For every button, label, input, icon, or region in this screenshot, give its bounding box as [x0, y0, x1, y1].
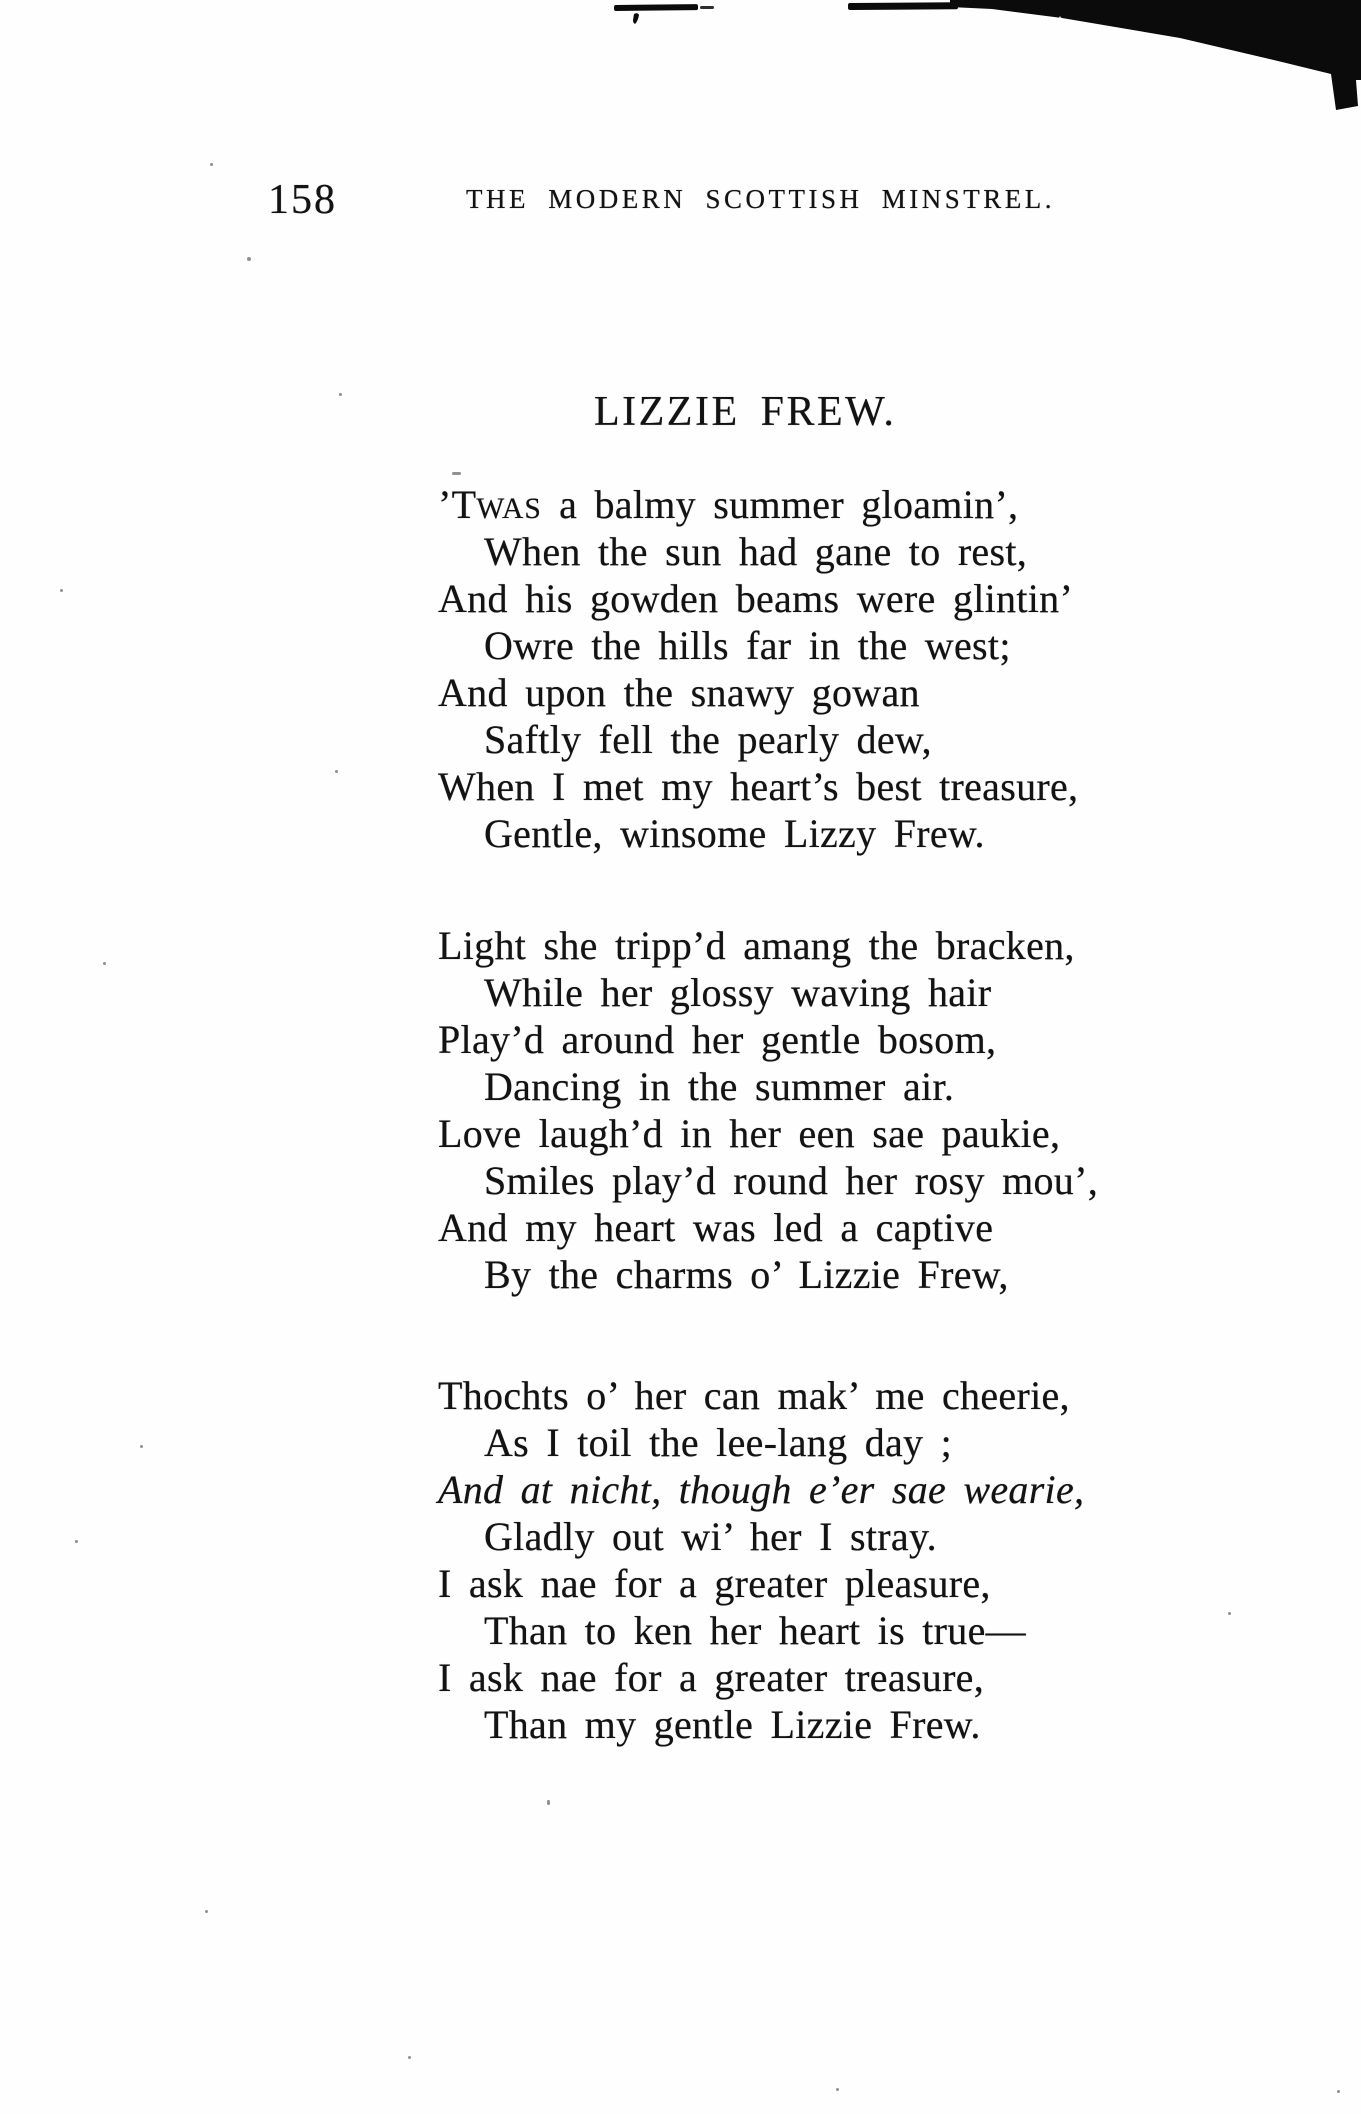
poem-line: Gentle, winsome Lizzy Frew. — [484, 811, 985, 856]
stanza-3 — [438, 1372, 1084, 1748]
scan-speck — [408, 2056, 411, 2059]
scan-speck — [1337, 2090, 1340, 2093]
scan-speck — [335, 770, 338, 773]
poem-line: When the sun had gane to rest, — [484, 529, 1028, 574]
scan-speck — [75, 1540, 78, 1543]
poem-line: Love laugh’d in her een sae paukie, — [438, 1111, 1061, 1156]
poem-line: And my heart was led a captive — [438, 1205, 994, 1250]
running-header: THE MODERN SCOTTISH MINSTREL. — [466, 184, 1056, 214]
poem-line: Dancing in the summer air. — [484, 1064, 955, 1109]
scan-speck — [140, 1445, 143, 1448]
poem-line: Than my gentle Lizzie Frew. — [484, 1702, 981, 1747]
stanza-2 — [438, 922, 1098, 1298]
page-number: 158 — [268, 177, 337, 223]
scan-speck — [60, 589, 63, 592]
poem-line-italic: And at nicht, though e’er sae wearie, — [438, 1467, 1085, 1512]
scan-speck — [103, 962, 106, 965]
scan-speck — [1228, 1612, 1231, 1615]
poem-line: Than to ken her heart is true— — [484, 1608, 1026, 1653]
stanza-1 — [438, 481, 1078, 857]
poem-line: Saftly fell the pearly dew, — [484, 717, 932, 762]
scan-speck — [836, 2088, 839, 2091]
scan-artifact-top-edge — [0, 0, 1361, 140]
poem-line: Gladly out wi’ her I stray. — [484, 1514, 937, 1559]
opening-line-rest: a balmy summer gloamin’, — [541, 482, 1019, 527]
poem-line: And upon the snawy gowan — [438, 670, 920, 715]
poem-line: Smiles play’d round her rosy mou’, — [484, 1158, 1099, 1203]
scan-speck — [452, 472, 461, 475]
poem-line: I ask nae for a greater pleasure, — [438, 1561, 991, 1606]
poem-line: And his gowden beams were glintin’ — [438, 576, 1074, 621]
opening-word-prefix: ’T — [438, 482, 477, 527]
poem-line — [438, 481, 1078, 528]
opening-word-smallcaps: WAS — [476, 493, 542, 525]
poem-line: Light she tripp’d amang the bracken, — [438, 923, 1075, 968]
scan-speck — [247, 257, 251, 261]
poem-line: By the charms o’ Lizzie Frew, — [484, 1252, 1009, 1297]
poem-line: Owre the hills far in the west; — [484, 623, 1011, 668]
poem-line: I ask nae for a greater treasure, — [438, 1655, 985, 1700]
poem-line: When I met my heart’s best treasure, — [438, 764, 1079, 809]
poem-line: Thochts o’ her can mak’ me cheerie, — [438, 1373, 1070, 1418]
scan-speck — [210, 163, 213, 166]
poem-line: While her glossy waving hair — [484, 970, 992, 1015]
poem-line: Play’d around her gentle bosom, — [438, 1017, 997, 1062]
scan-speck — [547, 1800, 550, 1805]
poem-title: LIZZIE FREW. — [594, 389, 897, 435]
scan-speck — [339, 393, 342, 396]
poem-line: As I toil the lee-lang day ; — [484, 1420, 953, 1465]
scan-speck — [205, 1910, 208, 1913]
